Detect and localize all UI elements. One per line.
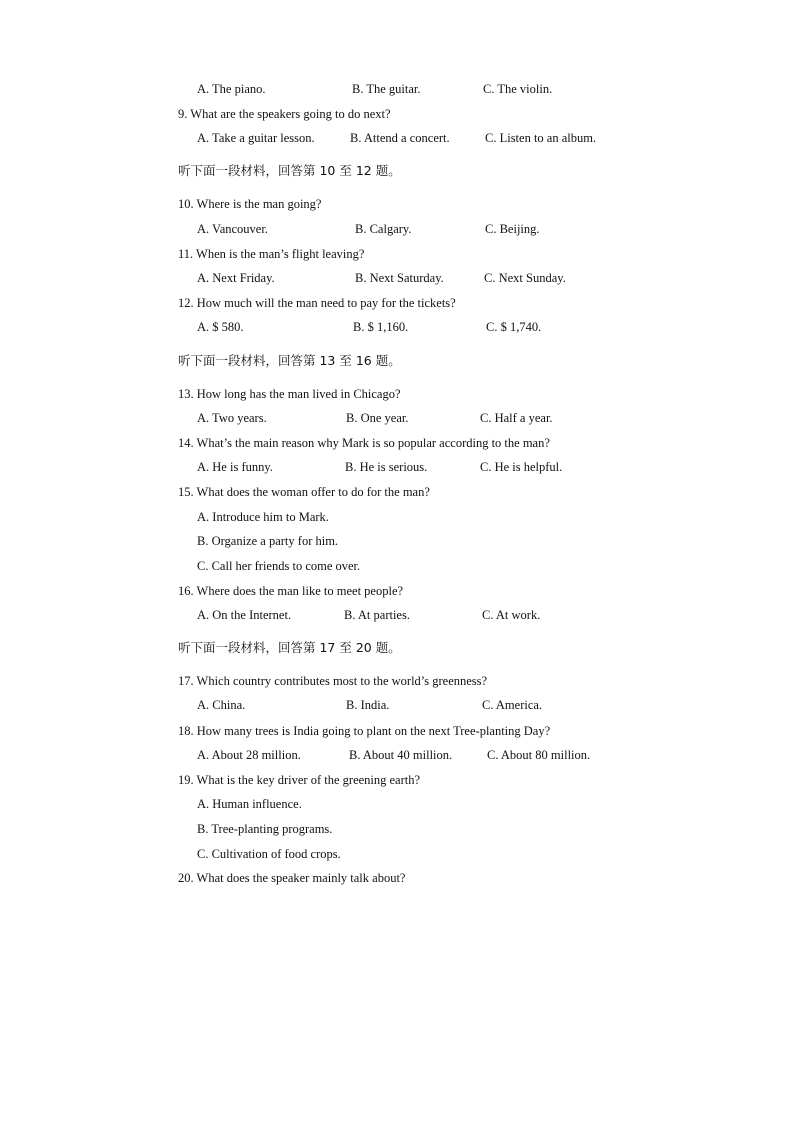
q13-text: 13. How long has the man lived in Chicago? xyxy=(178,387,401,401)
q18-option-a: A. About 28 million. xyxy=(197,748,301,762)
q16-option-a: A. On the Internet. xyxy=(197,608,292,622)
q14-text: 14. What’s the main reason why Mark is so popular according to the man? xyxy=(178,436,550,450)
q16-option-b: B. At parties. xyxy=(344,608,410,622)
q15-option-c: C. Call her friends to come over. xyxy=(197,559,361,573)
q16-option-c: C. At work. xyxy=(482,608,541,622)
section-heading-13-16: 听下面一段材料，回答第 13 至 16 题。 xyxy=(178,353,401,368)
q12-option-a: A. $ 580. xyxy=(197,320,244,334)
q12-option-c: C. $ 1,740. xyxy=(486,320,542,334)
q13-option-a: A. Two years. xyxy=(197,411,267,425)
q19-option-c: C. Cultivation of food crops. xyxy=(197,847,341,861)
q18-option-c: C. About 80 million. xyxy=(487,748,591,762)
q14-option-a: A. He is funny. xyxy=(197,460,273,474)
q11-option-c: C. Next Sunday. xyxy=(484,271,566,285)
q17-option-b: B. India. xyxy=(346,698,390,712)
q20-text: 20. What does the speaker mainly talk about? xyxy=(178,871,406,885)
q17-option-a: A. China. xyxy=(197,698,246,712)
q9-text: 9. What are the speakers going to do next? xyxy=(178,107,391,121)
q19-option-b: B. Tree-planting programs. xyxy=(197,822,333,836)
q13-option-b: B. One year. xyxy=(346,411,409,425)
q15-option-b: B. Organize a party for him. xyxy=(197,534,339,548)
q8-option-a: A. The piano. xyxy=(197,82,266,96)
q11-text: 11. When is the man’s flight leaving? xyxy=(178,247,365,261)
q9-option-a: A. Take a guitar lesson. xyxy=(197,131,315,145)
q17-text: 17. Which country contributes most to the world’s greenness? xyxy=(178,674,488,688)
section-heading-17-20: 听下面一段材料，回答第 17 至 20 题。 xyxy=(178,640,401,655)
q9-option-c: C. Listen to an album. xyxy=(485,131,597,145)
q17-option-c: C. America. xyxy=(482,698,543,712)
q14-option-b: B. He is serious. xyxy=(345,460,428,474)
q11-option-a: A. Next Friday. xyxy=(197,271,275,285)
q12-option-b: B. $ 1,160. xyxy=(353,320,409,334)
q15-option-a: A. Introduce him to Mark. xyxy=(197,510,329,524)
q13-option-c: C. Half a year. xyxy=(480,411,553,425)
q16-text: 16. Where does the man like to meet people? xyxy=(178,584,404,598)
q19-option-a: A. Human influence. xyxy=(197,797,302,811)
q18-text: 18. How many trees is India going to plant on the next Tree-planting Day? xyxy=(178,724,551,738)
q15-text: 15. What does the woman offer to do for the man? xyxy=(178,485,430,499)
q10-option-c: C. Beijing. xyxy=(485,222,540,236)
q10-option-a: A. Vancouver. xyxy=(197,222,268,236)
q8-option-b: B. The guitar. xyxy=(352,82,421,96)
q10-option-b: B. Calgary. xyxy=(355,222,412,236)
q12-text: 12. How much will the man need to pay for the tickets? xyxy=(178,296,456,310)
q8-option-c: C. The violin. xyxy=(483,82,553,96)
q11-option-b: B. Next Saturday. xyxy=(355,271,444,285)
q19-text: 19. What is the key driver of the greening earth? xyxy=(178,773,421,787)
q10-text: 10. Where is the man going? xyxy=(178,197,322,211)
section-heading-10-12: 听下面一段材料，回答第 10 至 12 题。 xyxy=(178,163,401,178)
q14-option-c: C. He is helpful. xyxy=(480,460,563,474)
q18-option-b: B. About 40 million. xyxy=(349,748,453,762)
q9-option-b: B. Attend a concert. xyxy=(350,131,450,145)
